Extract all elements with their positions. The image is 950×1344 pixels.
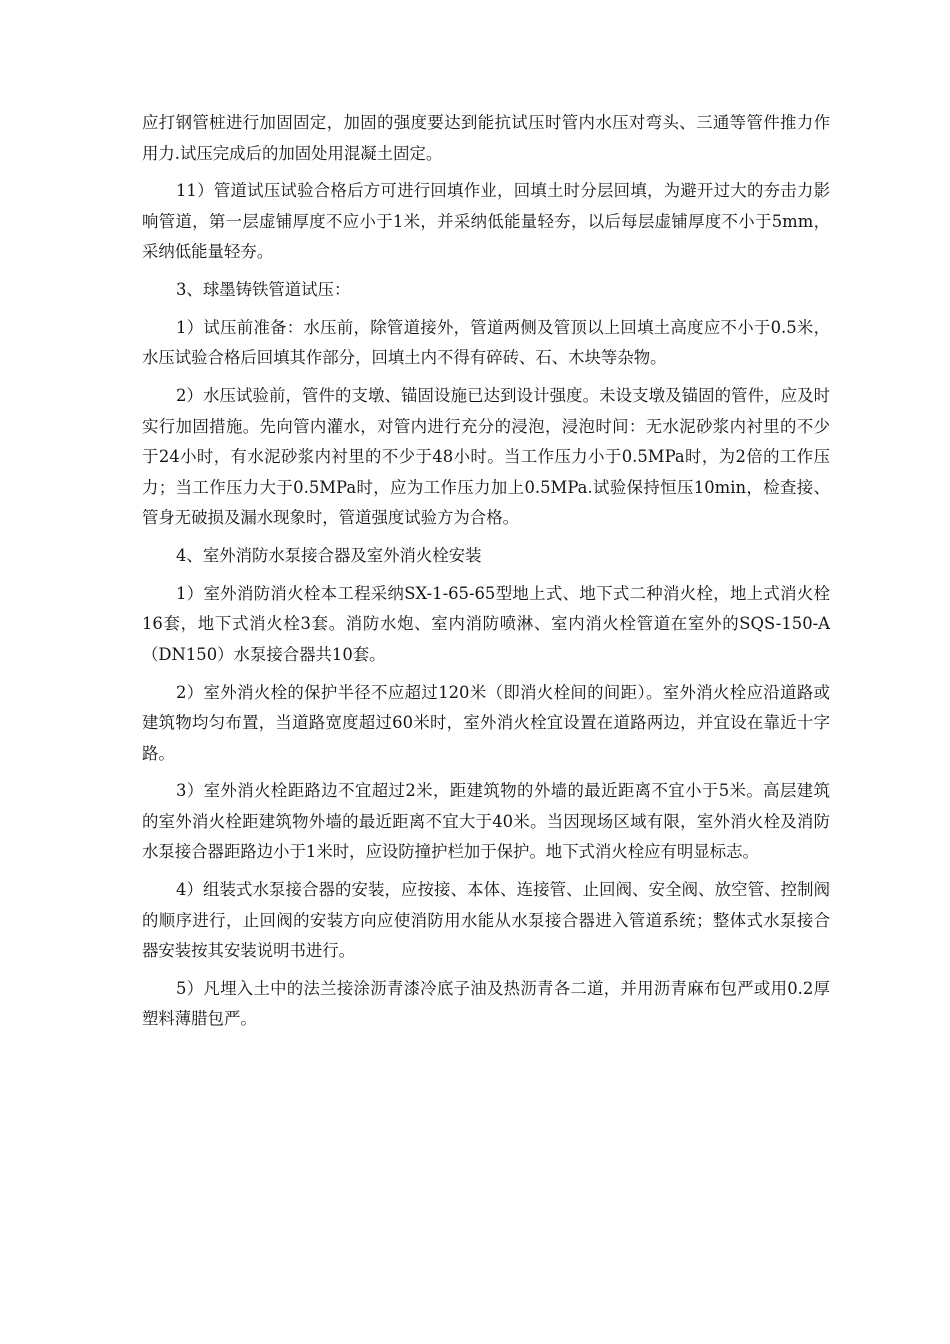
paragraph-4-5: 5）凡埋入土中的法兰接涂沥青漆冷底子油及热沥青各二道，并用沥青麻布包严或用0.2厚塑料薄腊包严。 bbox=[142, 978, 830, 1029]
paragraph-4-4: 4）组装式水泵接合器的安装，应按接、本体、连接管、止回阀、安全阀、放空管、控制阀的顺序进行，止回阀的安装方向应使消防用水能从水泵接合器进入管道系统；整体式水泵接合器安装按其安装说明书进行。 bbox=[142, 880, 830, 961]
paragraph-4-3: 3）室外消火栓距路边不宜超过2米，距建筑物的外墙的最近距离不宜小于5米。高层建筑的室外消火栓距建筑物外墙的最近距离不宜大于40米。当因现场区域有限，室外消火栓及消防水泵接合器距路边小于1米时，应设防撞护栏加于保护。地下式消火栓应有明显标志。 bbox=[142, 781, 830, 862]
paragraph-3-1: 1）试压前准备：水压前，除管道接外，管道两侧及管顶以上回填土高度应不小于0.5米，水压试验合格后回填其作部分，回填土内不得有碎砖、石、木块等杂物。 bbox=[142, 317, 830, 368]
paragraph-4-1: 1）室外消防消火栓本工程采纳SX-1-65-65型地上式、地下式二种消火栓，地上式消火栓16套，地下式消火栓3套。消防水炮、室内消防喷淋、室内消火栓管道在室外的SQS-150-A（DN150）水泵接合器共10套。 bbox=[142, 583, 830, 664]
document-body bbox=[142, 108, 830, 1042]
paragraph-4-2: 2）室外消火栓的保护半径不应超过120米（即消火栓间的间距）。室外消火栓应沿道路或建筑物均匀布置，当道路宽度超过60米时，室外消火栓宜设置在道路两边，并宜设在靠近十字路。 bbox=[142, 682, 830, 763]
section-heading-4: 4、室外消防水泵接合器及室外消火栓安装 bbox=[176, 545, 482, 565]
paragraph-item-11: 11）管道试压试验合格后方可进行回填作业，回填土时分层回填，为避开过大的夯击力影响管道，第一层虚铺厚度不应小于1米，并采纳低能量轻夯，以后每层虚铺厚度不小于5mm，采纳低能量轻夯。 bbox=[142, 181, 830, 262]
paragraph-3-2: 2）水压试验前，管件的支墩、锚固设施已达到设计强度。未设支墩及锚固的管件，应及时实行加固措施。先向管内灌水，对管内进行充分的浸泡，浸泡时间：无水泥砂浆内衬里的不少于24小时，有水泥砂浆内衬里的不少于48小时。当工作压力小于0.5MPa时，为2倍的工作压力；当工作压力大于0.5MPa时，应为工作压力加上0.5MPa.试验保持恒压10min，检查接、管身无破损及漏水现象时，管道强度试验方为合格。 bbox=[142, 386, 830, 528]
section-heading-3: 3、球墨铸铁管道试压： bbox=[176, 280, 351, 300]
paragraph-continuation: 应打钢管桩进行加固固定，加固的强度要达到能抗试压时管内水压对弯头、三通等管件推力作用力.试压完成后的加固处用混凝土固定。 bbox=[142, 113, 830, 163]
